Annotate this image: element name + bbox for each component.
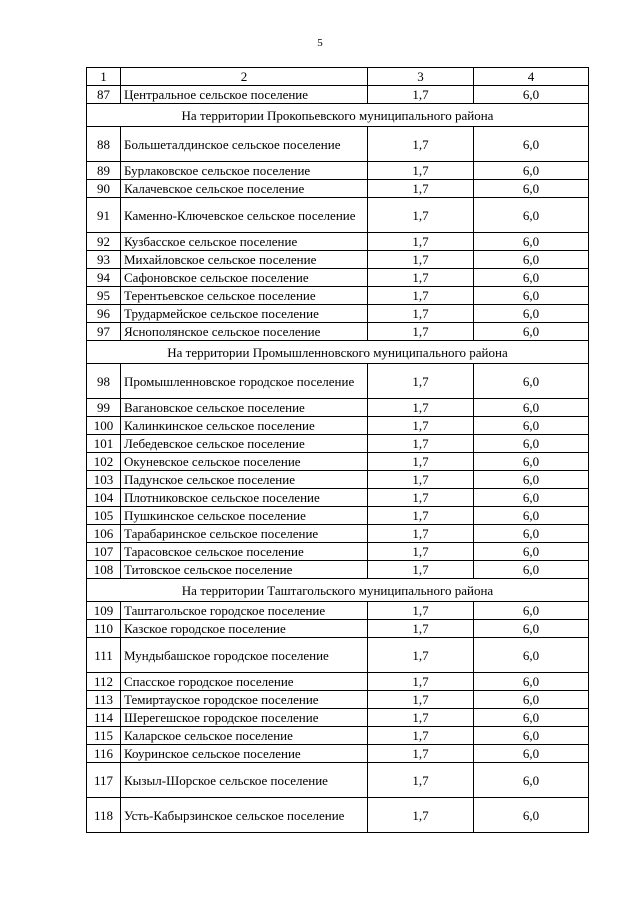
- table-row: [87, 323, 589, 341]
- settlement-name: Падунское сельское поселение: [121, 471, 368, 489]
- value-col-4: 6,0: [474, 691, 589, 709]
- table-row: [87, 269, 589, 287]
- table-row: [87, 543, 589, 561]
- row-number: 114: [87, 709, 121, 727]
- settlement-name: Трудармейское сельское поселение: [121, 305, 368, 323]
- value-col-3: 1,7: [368, 287, 474, 305]
- row-number: 108: [87, 561, 121, 579]
- row-number: 113: [87, 691, 121, 709]
- value-col-3: 1,7: [368, 745, 474, 763]
- settlement-name: Калачевское сельское поселение: [121, 180, 368, 198]
- page-number: 5: [317, 37, 323, 49]
- value-col-4: 6,0: [474, 602, 589, 620]
- value-col-3: 1,7: [368, 543, 474, 561]
- value-col-3: 1,7: [368, 727, 474, 745]
- value-col-3: 1,7: [368, 525, 474, 543]
- row-number: 109: [87, 602, 121, 620]
- table-row: [87, 525, 589, 543]
- table-row: [87, 86, 589, 104]
- settlement-name: Спасское городское поселение: [121, 673, 368, 691]
- value-col-3: 1,7: [368, 453, 474, 471]
- settlement-name: Таштагольское городское поселение: [121, 602, 368, 620]
- value-col-3: 1,7: [368, 364, 474, 399]
- row-number: 98: [87, 364, 121, 399]
- row-number: 91: [87, 198, 121, 233]
- section-heading-row: [87, 104, 589, 127]
- settlement-name: Шерегешское городское поселение: [121, 709, 368, 727]
- header-col-3: 3: [368, 68, 474, 86]
- row-number: 104: [87, 489, 121, 507]
- value-col-4: 6,0: [474, 489, 589, 507]
- settlement-name: Казское городское поселение: [121, 620, 368, 638]
- value-col-3: 1,7: [368, 798, 474, 833]
- settlement-name: Яснополянское сельское поселение: [121, 323, 368, 341]
- settlement-name: Промышленновское городское поселение: [121, 364, 368, 399]
- settlement-name: Тарабаринское сельское поселение: [121, 525, 368, 543]
- table-row: [87, 127, 589, 162]
- row-number: 99: [87, 399, 121, 417]
- table-row: [87, 305, 589, 323]
- value-col-4: 6,0: [474, 86, 589, 104]
- header-col-2: 2: [121, 68, 368, 86]
- value-col-3: 1,7: [368, 86, 474, 104]
- value-col-4: 6,0: [474, 507, 589, 525]
- settlement-name: Плотниковское сельское поселение: [121, 489, 368, 507]
- row-number: 118: [87, 798, 121, 833]
- table-row: [87, 620, 589, 638]
- table-row: [87, 198, 589, 233]
- row-number: 105: [87, 507, 121, 525]
- value-col-4: 6,0: [474, 471, 589, 489]
- value-col-4: 6,0: [474, 745, 589, 763]
- row-number: 117: [87, 763, 121, 798]
- row-number: 112: [87, 673, 121, 691]
- section-heading: На территории Промышленновского муниципального района: [87, 341, 589, 364]
- settlement-name: Калинкинское сельское поселение: [121, 417, 368, 435]
- value-col-4: 6,0: [474, 727, 589, 745]
- row-number: 103: [87, 471, 121, 489]
- row-number: 101: [87, 435, 121, 453]
- value-col-3: 1,7: [368, 269, 474, 287]
- value-col-4: 6,0: [474, 127, 589, 162]
- settlement-name: Центральное сельское поселение: [121, 86, 368, 104]
- settlement-name: Темиртауское городское поселение: [121, 691, 368, 709]
- row-number: 115: [87, 727, 121, 745]
- value-col-4: 6,0: [474, 251, 589, 269]
- settlement-name: Лебедевское сельское поселение: [121, 435, 368, 453]
- value-col-4: 6,0: [474, 364, 589, 399]
- row-number: 97: [87, 323, 121, 341]
- value-col-4: 6,0: [474, 162, 589, 180]
- table-row: [87, 435, 589, 453]
- table-row: [87, 453, 589, 471]
- row-number: 107: [87, 543, 121, 561]
- value-col-4: 6,0: [474, 525, 589, 543]
- value-col-4: 6,0: [474, 399, 589, 417]
- table-row: [87, 673, 589, 691]
- value-col-3: 1,7: [368, 180, 474, 198]
- value-col-3: 1,7: [368, 162, 474, 180]
- value-col-3: 1,7: [368, 417, 474, 435]
- value-col-4: 6,0: [474, 709, 589, 727]
- value-col-4: 6,0: [474, 305, 589, 323]
- value-col-3: 1,7: [368, 399, 474, 417]
- value-col-4: 6,0: [474, 798, 589, 833]
- table-row: [87, 561, 589, 579]
- row-number: 96: [87, 305, 121, 323]
- row-number: 87: [87, 86, 121, 104]
- settlement-name: Титовское сельское поселение: [121, 561, 368, 579]
- value-col-3: 1,7: [368, 763, 474, 798]
- settlement-name: Усть-Кабырзинское сельское поселение: [121, 798, 368, 833]
- table-row: [87, 709, 589, 727]
- settlement-name: Пушкинское сельское поселение: [121, 507, 368, 525]
- value-col-3: 1,7: [368, 620, 474, 638]
- value-col-3: 1,7: [368, 305, 474, 323]
- row-number: 93: [87, 251, 121, 269]
- row-number: 90: [87, 180, 121, 198]
- value-col-3: 1,7: [368, 233, 474, 251]
- table-row: [87, 727, 589, 745]
- row-number: 88: [87, 127, 121, 162]
- table-row: [87, 691, 589, 709]
- value-col-4: 6,0: [474, 180, 589, 198]
- settlement-name: Коуринское сельское поселение: [121, 745, 368, 763]
- header-col-1: 1: [87, 68, 121, 86]
- value-col-3: 1,7: [368, 198, 474, 233]
- table-row: [87, 602, 589, 620]
- value-col-4: 6,0: [474, 323, 589, 341]
- header-col-4: 4: [474, 68, 589, 86]
- table-row: [87, 417, 589, 435]
- settlement-name: Кызыл-Шорское сельское поселение: [121, 763, 368, 798]
- value-col-4: 6,0: [474, 638, 589, 673]
- settlement-name: Мундыбашское городское поселение: [121, 638, 368, 673]
- table-row: [87, 364, 589, 399]
- row-number: 111: [87, 638, 121, 673]
- section-heading: На территории Прокопьевского муниципального района: [87, 104, 589, 127]
- row-number: 106: [87, 525, 121, 543]
- settlement-name: Бурлаковское сельское поселение: [121, 162, 368, 180]
- settlement-name: Михайловское сельское поселение: [121, 251, 368, 269]
- value-col-4: 6,0: [474, 543, 589, 561]
- value-col-4: 6,0: [474, 561, 589, 579]
- value-col-4: 6,0: [474, 435, 589, 453]
- table-row: [87, 180, 589, 198]
- settlement-name: Окуневское сельское поселение: [121, 453, 368, 471]
- table-row: [87, 507, 589, 525]
- table-body: [87, 68, 589, 833]
- value-col-3: 1,7: [368, 691, 474, 709]
- section-heading-row: [87, 341, 589, 364]
- value-col-4: 6,0: [474, 287, 589, 305]
- value-col-3: 1,7: [368, 507, 474, 525]
- value-col-3: 1,7: [368, 323, 474, 341]
- row-number: 102: [87, 453, 121, 471]
- table-row: [87, 745, 589, 763]
- value-col-3: 1,7: [368, 673, 474, 691]
- section-heading-row: [87, 579, 589, 602]
- table-row: [87, 162, 589, 180]
- row-number: 110: [87, 620, 121, 638]
- table-row: [87, 763, 589, 798]
- value-col-4: 6,0: [474, 198, 589, 233]
- settlement-name: Сафоновское сельское поселение: [121, 269, 368, 287]
- value-col-3: 1,7: [368, 471, 474, 489]
- value-col-4: 6,0: [474, 417, 589, 435]
- settlement-name: Терентьевское сельское поселение: [121, 287, 368, 305]
- table-row: [87, 798, 589, 833]
- value-col-3: 1,7: [368, 251, 474, 269]
- settlement-name: Каменно-Ключевское сельское поселение: [121, 198, 368, 233]
- table-row: [87, 638, 589, 673]
- value-col-3: 1,7: [368, 127, 474, 162]
- table-row: [87, 471, 589, 489]
- row-number: 89: [87, 162, 121, 180]
- table-row: [87, 287, 589, 305]
- value-col-4: 6,0: [474, 763, 589, 798]
- row-number: 95: [87, 287, 121, 305]
- value-col-4: 6,0: [474, 673, 589, 691]
- value-col-4: 6,0: [474, 269, 589, 287]
- settlements-table: [86, 67, 589, 833]
- table-row: [87, 251, 589, 269]
- value-col-3: 1,7: [368, 561, 474, 579]
- table-row: [87, 233, 589, 251]
- row-number: 100: [87, 417, 121, 435]
- value-col-3: 1,7: [368, 489, 474, 507]
- settlement-name: Большеталдинское сельское поселение: [121, 127, 368, 162]
- value-col-4: 6,0: [474, 620, 589, 638]
- row-number: 94: [87, 269, 121, 287]
- value-col-3: 1,7: [368, 435, 474, 453]
- section-heading: На территории Таштагольского муниципального района: [87, 579, 589, 602]
- header-row: [87, 68, 589, 86]
- value-col-3: 1,7: [368, 602, 474, 620]
- settlement-name: Вагановское сельское поселение: [121, 399, 368, 417]
- value-col-4: 6,0: [474, 453, 589, 471]
- settlement-name: Каларское сельское поселение: [121, 727, 368, 745]
- row-number: 92: [87, 233, 121, 251]
- table-row: [87, 489, 589, 507]
- settlement-name: Кузбасское сельское поселение: [121, 233, 368, 251]
- value-col-4: 6,0: [474, 233, 589, 251]
- settlement-name: Тарасовское сельское поселение: [121, 543, 368, 561]
- value-col-3: 1,7: [368, 709, 474, 727]
- table-row: [87, 399, 589, 417]
- value-col-3: 1,7: [368, 638, 474, 673]
- row-number: 116: [87, 745, 121, 763]
